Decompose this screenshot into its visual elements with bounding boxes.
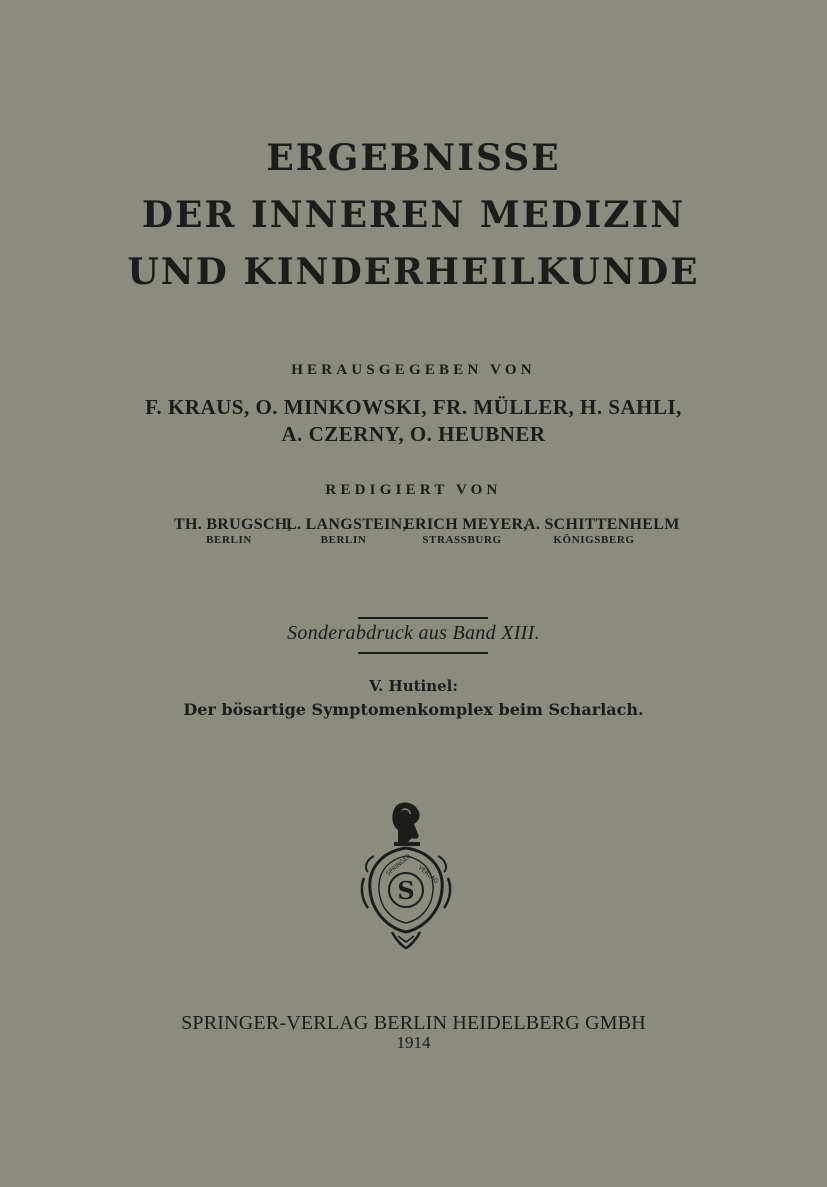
redactor-city: BERLIN xyxy=(206,534,252,546)
svg-text:SPRINGER: SPRINGER xyxy=(384,852,413,878)
redactor-city: KÖNIGSBERG xyxy=(553,534,635,546)
publisher-name: SPRINGER-VERLAG BERLIN HEIDELBERG GMBH xyxy=(181,1012,646,1034)
editors-line-1: F. KRAUS, O. MINKOWSKI, FR. MÜLLER, H. SAHLI, xyxy=(145,395,682,419)
redactor-3 xyxy=(404,516,528,546)
redactor-city: BERLIN xyxy=(320,534,367,546)
offprint-note: Sonderabdruck aus Band XIII. xyxy=(287,622,540,644)
redaction-label: REDIGIERT VON xyxy=(325,482,502,498)
article-author: V. Hutinel: xyxy=(369,677,458,695)
redactor-1 xyxy=(174,516,292,546)
redactor-name: ERICH MEYER, xyxy=(404,516,528,533)
redactor-4 xyxy=(524,516,680,546)
svg-text:VERLAG: VERLAG xyxy=(416,864,440,886)
series-title-line-2: DER INNEREN MEDIZIN xyxy=(141,194,686,236)
article-title: Der bösartige Symptomenkomplex beim Scharlach. xyxy=(183,700,644,719)
redactor-2 xyxy=(286,516,407,546)
publication-year: 1914 xyxy=(396,1033,431,1052)
series-title-line-1: ERGEBNISSE xyxy=(266,137,561,179)
redactor-name: L. LANGSTEIN, xyxy=(286,516,407,533)
springer-knight-emblem-icon xyxy=(358,800,454,950)
redactor-name: TH. BRUGSCH, xyxy=(174,516,292,533)
editors-label: HERAUSGEGEBEN VON xyxy=(291,362,536,378)
editors-line-2: A. CZERNY, O. HEUBNER xyxy=(281,422,546,446)
svg-text:S: S xyxy=(397,876,415,905)
offprint-bottom-rule xyxy=(358,652,488,654)
offprint-top-rule xyxy=(358,617,488,619)
series-title-line-3: UND KINDERHEILKUNDE xyxy=(127,251,700,293)
redactor-city: STRASSBURG xyxy=(422,534,502,546)
redactor-name: A. SCHITTENHELM xyxy=(524,516,680,533)
